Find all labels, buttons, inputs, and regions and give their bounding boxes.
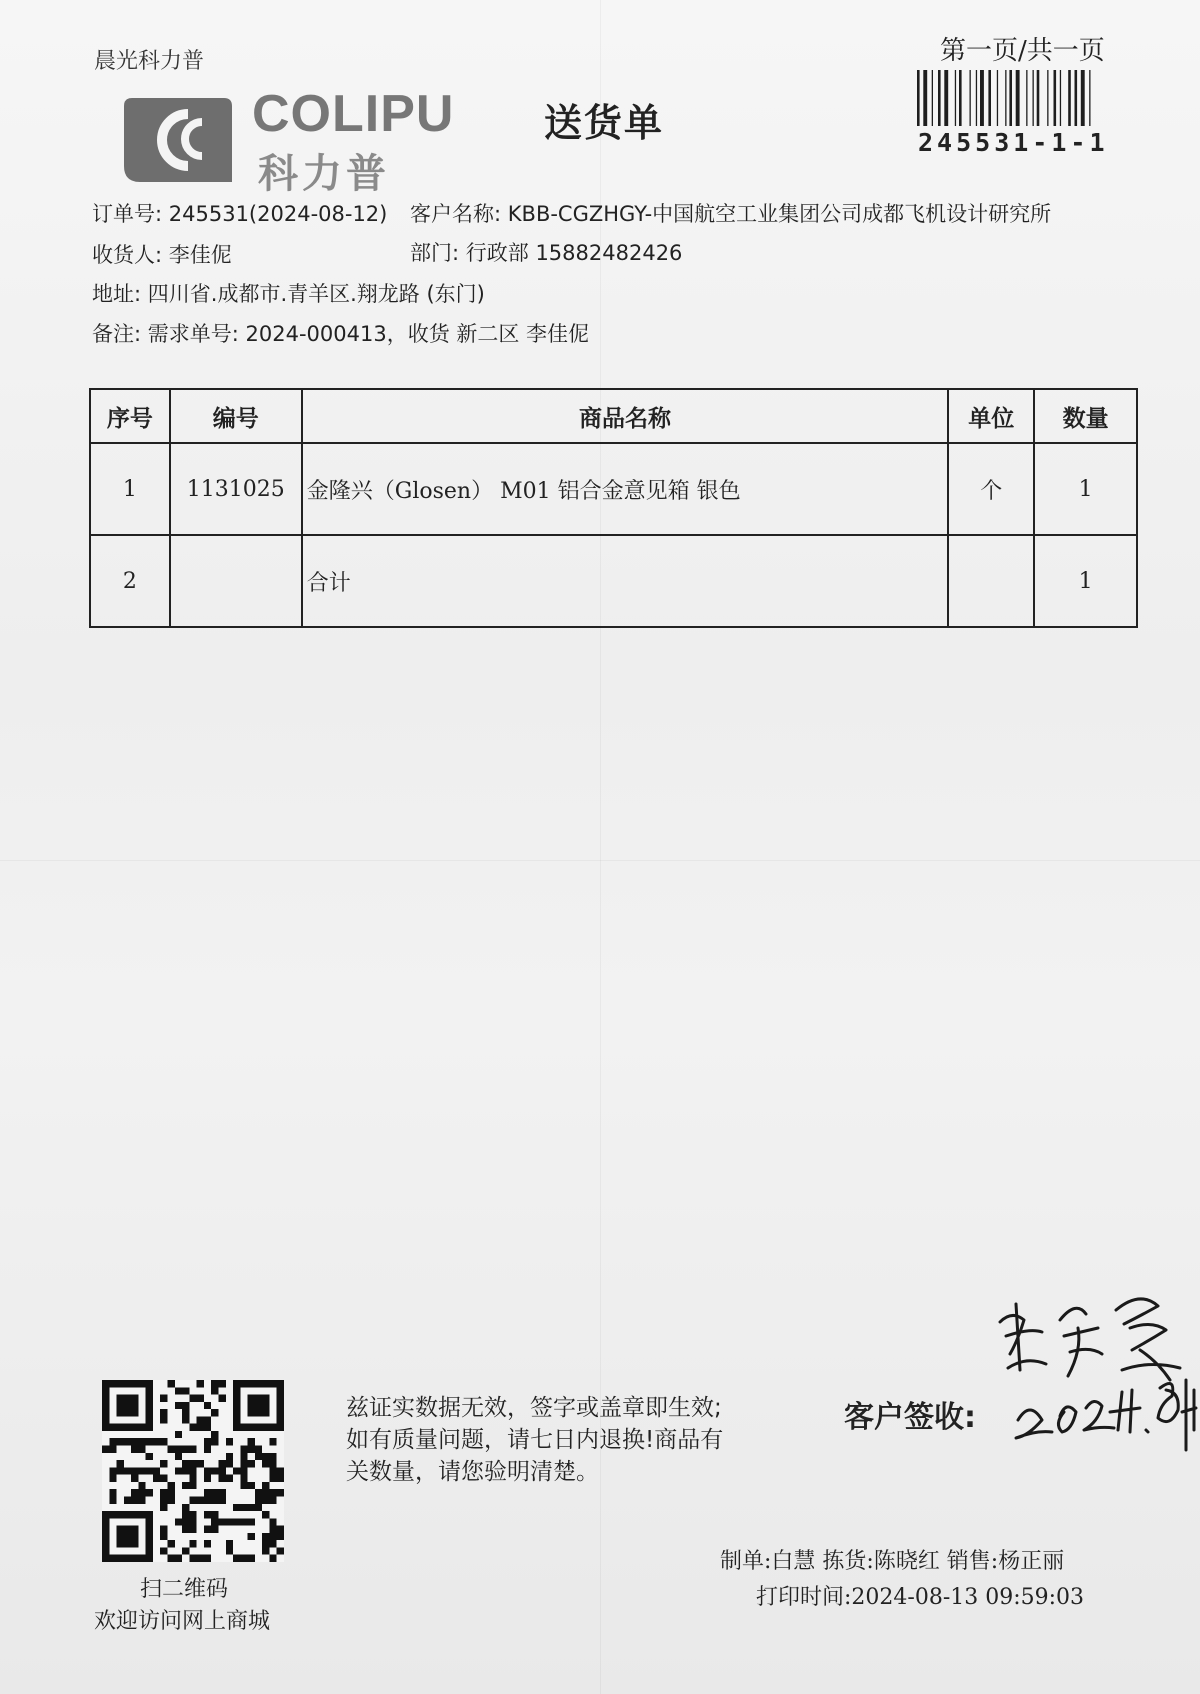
qr-caption-scan: 扫二维码 xyxy=(140,1577,229,1602)
colipu-logo-icon xyxy=(118,92,238,188)
header-code: 编号 xyxy=(170,389,302,443)
page-info: 第一页/共一页 xyxy=(940,36,1105,66)
header-unit: 单位 xyxy=(948,389,1034,443)
cell-code: 1131025 xyxy=(170,443,302,535)
header-qty: 数量 xyxy=(1034,389,1137,443)
receiver-label: 收货人: xyxy=(92,243,163,267)
cell-seq: 1 xyxy=(90,443,170,535)
customer-label: 客户名称: xyxy=(410,202,502,226)
qr-caption-mall: 欢迎访问网上商城 xyxy=(94,1609,271,1634)
address-value: 四川省.成都市.青羊区.翔龙路 (东门) xyxy=(147,282,485,306)
header-seq: 序号 xyxy=(90,389,170,443)
fold-line-horizontal xyxy=(0,860,1200,861)
receiver-value: 李佳伲 xyxy=(168,243,232,267)
cell-qty: 1 xyxy=(1034,535,1137,627)
remark-value: 需求单号: 2024-000413，收货 新二区 李佳伲 xyxy=(147,322,590,346)
table-header-row xyxy=(90,389,1137,443)
cell-seq: 2 xyxy=(90,535,170,627)
print-time: 打印时间:2024-08-13 09:59:03 xyxy=(756,1585,1085,1610)
cell-name: 金隆兴（Glosen） M01 铝合金意见箱 银色 xyxy=(302,443,949,535)
remark-label: 备注: xyxy=(92,322,142,346)
dept-label: 部门: xyxy=(410,241,460,265)
cell-name: 合计 xyxy=(302,535,949,627)
address xyxy=(92,278,485,308)
dept-value: 行政部 15882482426 xyxy=(465,241,683,265)
customer-name xyxy=(410,198,1051,228)
customer-value: KBB-CGZHGY-中国航空工业集团公司成都飞机设计研究所 xyxy=(507,202,1052,226)
barcode-icon xyxy=(915,70,1130,126)
order-value: 245531(2024-08-12) xyxy=(168,202,388,226)
cell-unit xyxy=(948,535,1034,627)
company-name: 晨光科力普 xyxy=(94,49,205,74)
staff-line: 制单:白慧 拣货:陈晓红 销售:杨正丽 xyxy=(720,1549,1065,1574)
table-row-total xyxy=(90,535,1137,627)
address-label: 地址: xyxy=(92,282,142,306)
notice-line: 如有质量问题，请七日内退换!商品有 xyxy=(346,1427,724,1453)
remark xyxy=(92,318,589,348)
cell-unit: 个 xyxy=(948,443,1034,535)
logo-text-en: COLIPU xyxy=(252,85,455,143)
items-table xyxy=(89,388,1138,628)
cell-code xyxy=(170,535,302,627)
department xyxy=(410,237,682,267)
barcode-number: 245531-1-1 xyxy=(918,128,1109,157)
order-label: 订单号: xyxy=(92,202,163,226)
notice-line: 关数量，请您验明清楚。 xyxy=(346,1459,599,1485)
table-row xyxy=(90,443,1137,535)
document-title: 送货单 xyxy=(544,101,665,145)
notice-line: 兹证实数据无效，签字或盖章即生效; xyxy=(346,1395,722,1421)
qr-code-icon xyxy=(102,1380,284,1562)
notice-text xyxy=(346,1392,786,1488)
header-name: 商品名称 xyxy=(302,389,949,443)
logo-text-cn: 科力普 xyxy=(258,151,390,197)
order-number xyxy=(92,198,387,228)
cell-qty: 1 xyxy=(1034,443,1137,535)
customer-sign-label: 客户签收: xyxy=(844,1400,976,1435)
receiver xyxy=(92,239,232,269)
handwritten-signature xyxy=(990,1280,1200,1470)
